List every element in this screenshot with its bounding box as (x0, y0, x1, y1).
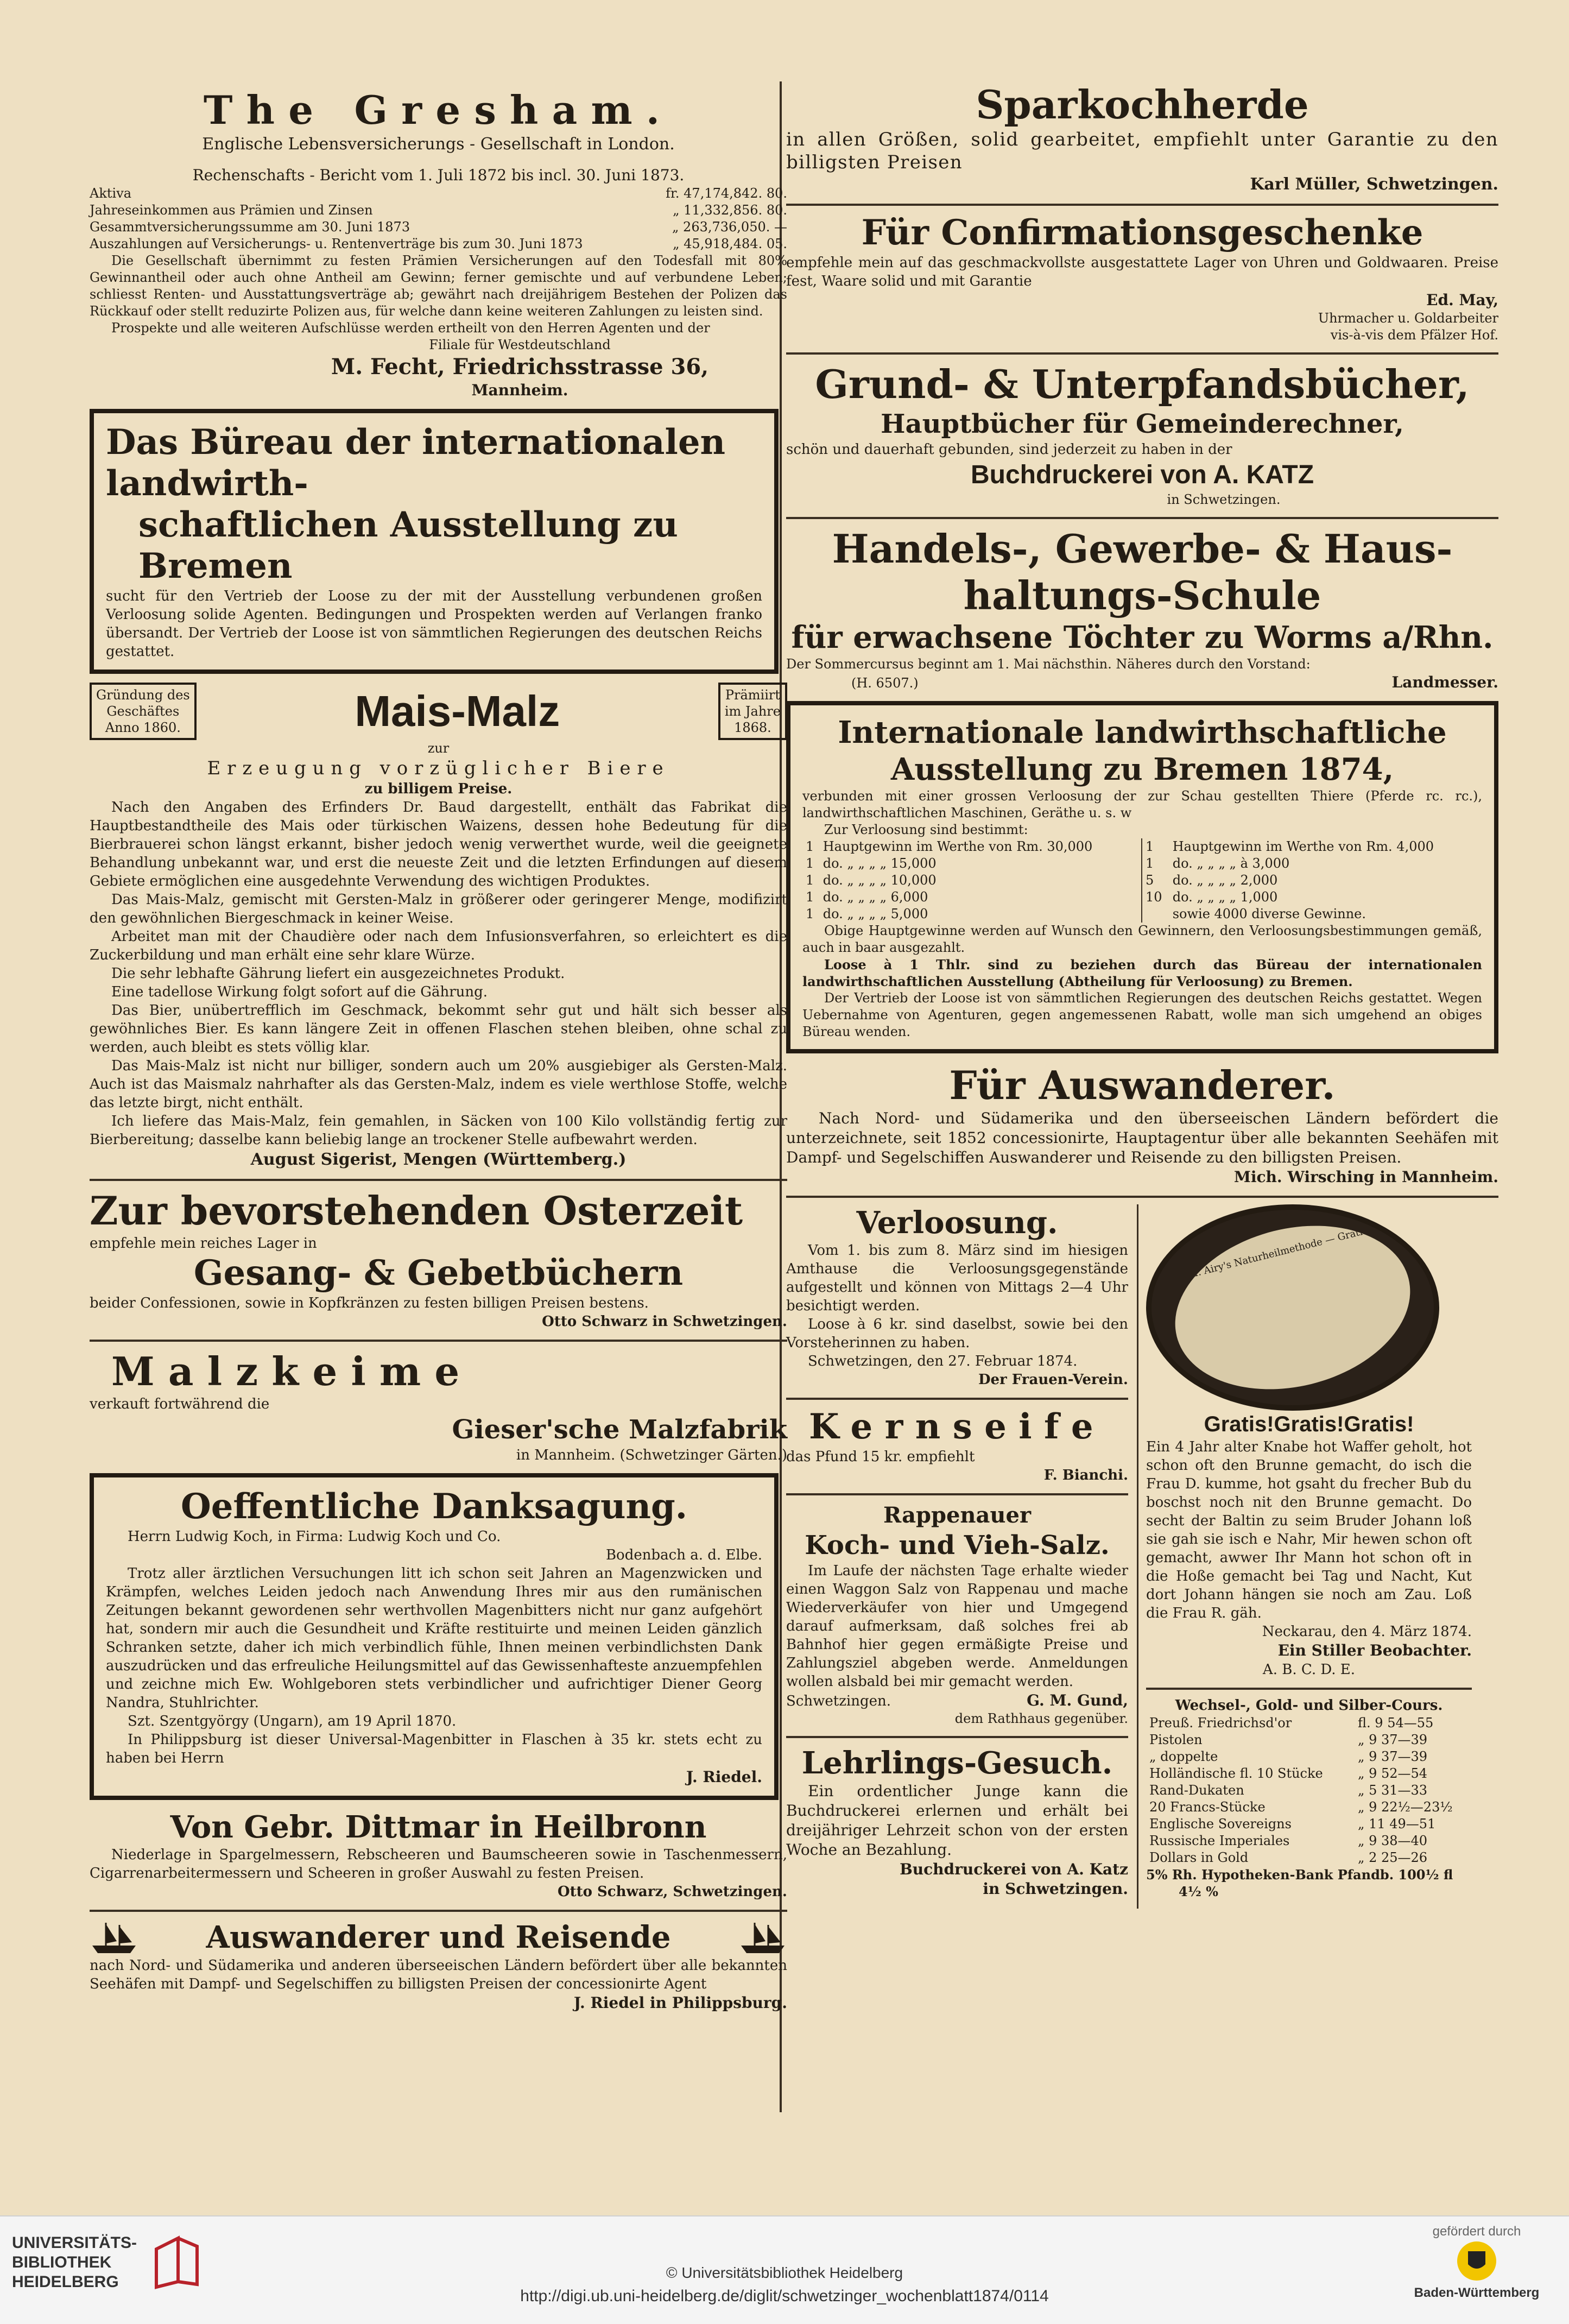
bureau-title-2: schaftlichen Ausstellung zu Bremen (138, 504, 678, 586)
library-footer (0, 2215, 1569, 2324)
prize-row (802, 872, 1142, 889)
figure-label: Aktiva (90, 186, 132, 201)
salz-title-1: Rappenauer (883, 1502, 1032, 1528)
prize-row (1142, 838, 1482, 855)
exchange-row (1146, 1816, 1472, 1833)
ad-danksagung (90, 1473, 779, 1800)
osterzeit-title: Zur bevorstehenden Osterzeit (90, 1188, 743, 1234)
grund-title: Grund- & Unterpfandsbücher, (815, 361, 1470, 407)
auswanderer-title: Für Auswanderer. (949, 1062, 1336, 1108)
mais-signature: August Sigerist, Mengen (Württemberg.) (250, 1150, 627, 1169)
dank-body: Trotz aller ärztlichen Versuchungen litt ich schon seit Jahren an Magenzwicken und Krämpfen, welches Leiden jedoch nach Anwendung Ihres mir aus den rumänischen Zeitungen bekannt gewordenen sehr werthvollen Magenbitters nicht nur ganz aufgehört hat, sondern mir auch die Gesundheit und Kräfte restituirte und meinen Leiden gänzlich Schranken setzte, daher ich mich verbindlich fühle, Ihnen meinen verbindlichsten Dank auszudrücken und das erfreuliche Heilungsmittel auf das Gewissenhafteste anzuempfehlen und zeichne mich Ew. Wohlgeboren stets verbindlicher und aufrichtiger Diener Georg Nandra, Stuhlrichter. (106, 1565, 762, 1711)
figure-label: Gesammtversicherungssumme am 30. Juni 1873 (90, 219, 410, 235)
auswanderer2-title: Auswanderer und Reisende (206, 1919, 671, 1955)
confirm-signature: Ed. May, (1426, 291, 1498, 309)
exchange-rate-table (1146, 1715, 1472, 1866)
cell-text: Hauptgewinn im Werthe von Rm. 4,000 (1172, 839, 1434, 854)
ad-grundbuecher (786, 361, 1498, 508)
gresham-filiale: Filiale für Westdeutschland (429, 337, 611, 352)
cell-count: Dollars in Gold (1149, 1850, 1249, 1865)
malzkeime-title: Malzkeime (111, 1348, 473, 1394)
cell-count: Englische Sovereigns (1149, 1816, 1292, 1832)
cell-text: fl. 9 54—55 (1358, 1715, 1434, 1731)
ad-salz (786, 1502, 1128, 1727)
library-name-line: BIBLIOTHEK (12, 2253, 112, 2271)
mais-p2: Das Mais-Malz, gemischt mit Gersten-Malz in größerer oder geringerer Menge, modifizirt den gewöhnlichen Biergeschmack in keiner Weise. (90, 892, 787, 926)
library-name-line: UNIVERSITÄTS- (12, 2234, 137, 2252)
coat-of-arms-icon (1455, 2239, 1498, 2283)
handels-sub: für erwachsene Töchter zu Worms a/Rhn. (791, 620, 1494, 655)
auswanderer2-body: nach Nord- und Südamerika und anderen überseeischen Ländern befördert über alle bekannten Seehäfen mit Dampf- und Segelschiffen zu billigsten Preisen der concessionirte Agent (90, 1957, 787, 1992)
handels-body: Der Sommercursus beginnt am 1. Mai nächsthin. Näheres durch den Vorstand: (786, 656, 1311, 672)
library-name-line: HEIDELBERG (12, 2273, 119, 2291)
auswanderer2-signature: J. Riedel in Philippsburg. (573, 1994, 787, 2012)
lehrling-body: Ein ordentlicher Junge kann die Buchdruckerei erlernen und erhält bei dreijähriger Lehrzeit schon von der ersten Woche an Bezahlung. (786, 1782, 1128, 1859)
exchange-row (1146, 1765, 1472, 1782)
ad-auswanderer-reisende (90, 1918, 787, 2013)
dank-title: Oeffentliche Danksagung. (180, 1486, 688, 1527)
handels-code: (H. 6507.) (851, 675, 919, 691)
gresham-agent: M. Fecht, Friedrichsstrasse 36, (331, 354, 709, 380)
stamp-line: Anno 1860. (105, 720, 181, 735)
lehrling-title: Lehrlings-Gesuch. (801, 1745, 1113, 1781)
mais-p8: Ich liefere das Mais-Malz, fein gemahlen, in Säcken von 100 Kilo vollständig fertig zur Bierbereitung; dasselbe kann beliebig lange an trockener Stelle aufbewahrt werden. (90, 1113, 787, 1148)
grund-sub: Hauptbücher für Gemeinderechner, (881, 409, 1404, 439)
gratis-signature: Ein Stiller Beobachter. (1277, 1641, 1472, 1659)
gresham-body: Die Gesellschaft übernimmt zu festen Prämien Versicherungen auf den Todesfall mit 80% Gewinnantheil oder auch ohne Antheil am Gewinn; ferner gemischte und auf verbundene Leben; schliesst Renten- und Ausstattungsverträge ab; gewährt nach dreijährigem Bestehen der Polizen das Rückkauf oder stellt reduzirte Polizen aus, für welche dann keine weiteren Zahlungen zu leisten sind. (90, 253, 787, 319)
kernseife-signature: F. Bianchi. (1043, 1467, 1128, 1483)
ad-gresham (90, 76, 787, 400)
figure-label: Auszahlungen auf Versicherungs- u. Rentenverträge bis zum 30. Juni 1873 (90, 236, 583, 251)
cell-count: Holländische fl. 10 Stücke (1149, 1766, 1323, 1781)
figure-value: „ 45,918,484. 05. (673, 236, 787, 251)
gratis-date: Neckarau, den 4. März 1874. (1262, 1624, 1472, 1640)
cell-count: Pistolen (1149, 1732, 1203, 1747)
mais-p6: Das Bier, unübertrefflich im Geschmack, bekommt sehr gut und hält sich besser als gewöhnliches Bier. Es kann längere Zeit in offenen Flaschen stehen bleiben, ohne schal zu werden, auch bleibt es stets völlig klar. (90, 1002, 787, 1056)
stamp-line: Geschäftes (106, 704, 180, 719)
cell-count: 1 (806, 889, 814, 905)
malzkeime-body: verkauft fortwährend die (90, 1396, 270, 1412)
verloosung-date: Schwetzingen, den 27. Februar 1874. (808, 1353, 1078, 1369)
ad-malzkeime (90, 1348, 787, 1464)
verloosung-signature: Der Frauen-Verein. (978, 1372, 1128, 1388)
cell-text: „ 9 37—39 (1358, 1749, 1428, 1764)
ub-logo-icon (145, 2233, 205, 2293)
salz-place: Schwetzingen. (786, 1693, 891, 1709)
funded-by-text: gefördert durch (1432, 2224, 1521, 2239)
salz-body: Im Laufe der nächsten Tage erhalte wieder einen Waggon Salz von Rappenau und mache Wiederverkäufer von hier und Umgegend darauf aufmerksam, daß solches frei ab Bahnhof hier gegen ermäßigte Preise und Zahlungsziel abgeben werde. Anmeldungen wollen alsbald bei mir gemacht werden. (786, 1563, 1128, 1690)
left-column (90, 76, 787, 2022)
cell-count (1142, 906, 1169, 923)
osterzeit-lead: empfehle mein reiches Lager in (90, 1235, 317, 1252)
ad-mais-malz (90, 683, 787, 1170)
confirm-body: empfehle mein auf das geschmackvollste ausgestattete Lager von Uhren und Goldwaaren. Preise fest, Waare solid und mit Garantie (786, 255, 1498, 289)
exchange-row (1146, 1748, 1472, 1765)
cell-text: sowie 4000 diverse Gewinne. (1172, 906, 1366, 921)
founding-stamp (90, 683, 197, 740)
mais-zur: zur (427, 741, 450, 756)
bremen-p1: Obige Hauptgewinne werden auf Wunsch den Gewinnern, den Verloosungsbestimmungen gemäß, auch in baar ausgezahlt. (802, 923, 1482, 955)
bremen-title-2: Ausstellung zu Bremen 1874, (890, 751, 1394, 787)
kernseife-body: das Pfund 15 kr. empfiehlt (786, 1449, 975, 1465)
cell-count: Rand-Dukaten (1149, 1783, 1244, 1798)
figure-value: „ 11,332,856. 80. (673, 203, 787, 218)
auswanderer-body: Nach Nord- und Südamerika und den überseeischen Ländern befördert die unterzeichnete, seit 1852 concessionirte, Hauptagentur über alle bekannten Seehäfen mit Dampf- und Segelschiffen Auswanderer und Reisende zu den billigsten Preisen. (786, 1109, 1498, 1166)
mais-p7: Das Mais-Malz ist nicht nur billiger, sondern auch um 20% ausgiebiger als Gersten-Malz. Auch ist das Maismalz nahrhafter als das Gersten-Malz, indem es viele werthlose Stoffe, welche das letzte birgt, nicht enthält. (90, 1058, 787, 1111)
sparkoch-body: in allen Größen, solid gearbeitet, empfiehlt unter Garantie zu den billigsten Preisen (786, 129, 1498, 173)
cell-text: do. „ „ „ „ 6,000 (823, 889, 928, 905)
figure-label: Jahreseinkommen aus Prämien und Zinsen (90, 203, 373, 218)
library-name (12, 2233, 137, 2292)
right-bottom-right (1137, 1204, 1472, 1909)
auswanderer-signature: Mich. Wirsching in Mannheim. (1233, 1168, 1498, 1186)
prize-row (1142, 855, 1482, 872)
ad-lehrling (786, 1745, 1128, 1899)
figure-value: fr. 47,174,842. 80. (666, 186, 787, 201)
ad-handelsschule (786, 526, 1498, 692)
osterzeit-signature: Otto Schwarz in Schwetzingen. (542, 1313, 787, 1330)
handels-title-1: Handels-, Gewerbe- & Haus- (832, 526, 1453, 572)
dank-place: Bodenbach a. d. Elbe. (605, 1547, 762, 1563)
mais-sub: Erzeugung vorzüglicher Biere (207, 757, 670, 779)
gratis-letter: Ein 4 Jahr alter Knabe hot Waffer geholt, hot schon oft den Brunne gemacht, do isch die Frau D. kumme, hot gsaht du frecher Bub du boschst noch nit den Brunne gemacht. Do secht der Baltin zu seim Bruder Johann loß sie gah sie isch e Nahr, Mir hewen schon oft gemacht, awwer Ihr Mann hot schon oft in die Hoße gemacht bei Tag und Nacht, Kut dort Johann hängen sie noch am Zau. Loß die Frau R. gäh. (1146, 1439, 1472, 1621)
cell-count: 1 (1146, 856, 1154, 871)
exchange-row (1146, 1849, 1472, 1866)
cell-text: „ 9 52—54 (1358, 1766, 1428, 1781)
divider (786, 1493, 1128, 1495)
gresham-figure-row (90, 185, 787, 202)
cell-count: 1 (806, 856, 814, 871)
gresham-figure-row (90, 219, 787, 236)
handels-signature: Landmesser. (1391, 673, 1498, 691)
permalink-url[interactable]: http://digi.ub.uni-heidelberg.de/diglit/schwetzinger_wochenblatt1874/0114 (520, 2287, 1049, 2305)
confirm-title: Für Confirmationsgeschenke (861, 212, 1424, 253)
ub-logo (12, 2233, 205, 2293)
cell-count: 1 (806, 839, 814, 854)
cell-text: „ 2 25—26 (1358, 1850, 1428, 1865)
dittmar-signature: Otto Schwarz, Schwetzingen. (557, 1884, 787, 1900)
prize-row (1142, 889, 1482, 906)
mais-p1: Nach den Angaben des Erfinders Dr. Baud dargestellt, enthält das Fabrikat die Hauptbestandtheile des Mais oder türkischen Waizens, dessen hohe Bedeutung für die Bierbrauerei schon längst erkannt, bisher jedoch wenig verwerthet wurde, weil die geeignete Behandlung unbekannt war, und erst die neueste Zeit und die letzten Erfindungen auf diesem Gebiete ermöglichen eine ausgedehnte Verwendung des wichtigen Produktes. (90, 799, 787, 889)
cell-text: „ 9 37—39 (1358, 1732, 1428, 1747)
sparkoch-title: Sparkochherde (976, 81, 1309, 128)
ad-osterzeit (90, 1188, 787, 1331)
cell-text: do. „ „ „ „ 10,000 (823, 873, 937, 888)
handels-title-2: haltungs-Schule (963, 572, 1321, 618)
divider (786, 352, 1498, 355)
figure-value: „ 263,736,050. — (672, 219, 787, 235)
mais-p3: Arbeitet man mit der Chaudière oder nach dem Infusionsverfahren, so erleichtert es die Zuckerbildung und man erhält eine sehr klare Würze. (90, 929, 787, 963)
grund-city: in Schwetzingen. (1167, 492, 1281, 507)
salz-title-2: Koch- und Vieh-Salz. (805, 1530, 1110, 1561)
ad-verloosung (786, 1204, 1128, 1389)
bremen-intro: Zur Verloosung sind bestimmt: (824, 822, 1028, 837)
stamp-line: Prämiirt (725, 687, 780, 703)
right-column (786, 76, 1498, 1909)
gresham-subtitle: Englische Lebensversicherungs - Gesellschaft in London. (202, 135, 675, 154)
cell-text: do. „ „ „ „ 5,000 (823, 906, 928, 921)
cell-text: „ 5 31—33 (1358, 1783, 1428, 1798)
cell-count: 1 (1146, 839, 1154, 854)
bremen-p2: Loose à 1 Thlr. sind zu beziehen durch das Büreau der internationalen landwirthschaftlichen Ausstellung (Abtheilung für Verloosung) zu Bremen. (802, 957, 1482, 989)
divider (90, 1910, 787, 1912)
divider (786, 1736, 1128, 1738)
prize-table-right (1142, 838, 1482, 923)
grund-firm: Buchdruckerei von A. KATZ (970, 460, 1314, 489)
gresham-prospekte: Prospekte und alle weiteren Aufschlüsse werden ertheilt von den Herren Agenten und der (111, 320, 710, 336)
prize-table-left (802, 838, 1142, 923)
dank-to: Herrn Ludwig Koch, in Firma: Ludwig Koch und Co. (128, 1529, 501, 1545)
verloosung-body: Vom 1. bis zum 8. März sind im hiesigen Amthause die Verloosungsgegenstände aufgestellt und können von Mittags 2—4 Uhr besichtigt werden. (786, 1242, 1128, 1314)
exchange-row (1146, 1833, 1472, 1849)
dank-sale: In Philippsburg ist dieser Universal-Magenbitter in Flaschen à 35 kr. stets echt zu haben bei Herrn (106, 1732, 762, 1766)
ad-dittmar (90, 1809, 787, 1901)
bureau-title-1: Das Büreau der internationalen landwirth- (106, 422, 726, 504)
divider (786, 517, 1498, 519)
right-bottom-left (786, 1204, 1128, 1909)
sparkoch-signature: Karl Müller, Schwetzingen. (1250, 175, 1498, 194)
bremen-title-1: Internationale landwirthschaftliche (838, 715, 1447, 750)
prize-row (802, 838, 1142, 855)
dittmar-body: Niederlage in Spargelmessern, Rebscheeren und Baumscheeren sowie in Taschenmessern, Cigarrenarbeitermessern und Scheeren in großer Auswahl zu festen Preisen. (90, 1847, 787, 1881)
prize-row (802, 855, 1142, 872)
prize-row (802, 889, 1142, 906)
prize-row (1142, 872, 1482, 889)
mais-sub2: zu billigem Preise. (364, 781, 513, 797)
cell-text: do. „ „ „ „ à 3,000 (1172, 856, 1290, 871)
stamp-line: Gründung des (96, 687, 190, 703)
dank-seller: J. Riedel. (686, 1768, 762, 1786)
cell-text: do. „ „ „ „ 15,000 (823, 856, 937, 871)
kurs-footer: 5% Rh. Hypotheken-Bank Pfandb. 100½ fl (1146, 1867, 1453, 1883)
malzkeime-city: in Mannheim. (Schwetzinger Gärten.) (516, 1447, 787, 1463)
kurs-title: Wechsel-, Gold- und Silber-Cours. (1175, 1697, 1443, 1714)
dittmar-title: Von Gebr. Dittmar in Heilbronn (170, 1809, 707, 1845)
verloosung-title: Verloosung. (856, 1205, 1058, 1241)
lehrling-signature: Buchdruckerei von A. Katz (900, 1860, 1128, 1878)
prize-row (802, 906, 1142, 923)
cell-count: 5 (1146, 873, 1154, 888)
ad-kurs (1146, 1696, 1472, 1900)
divider (786, 1398, 1128, 1400)
divider (786, 1196, 1498, 1198)
prize-row (1142, 906, 1482, 923)
copyright-text: © Universitätsbibliothek Heidelberg (666, 2264, 903, 2281)
ship-icon (738, 1918, 787, 1956)
ad-bureau-bremen (90, 409, 779, 674)
verloosung-loose: Loose à 6 kr. sind daselbst, sowie bei den Vorsteherinnen zu haben. (786, 1316, 1128, 1351)
grund-body: schön und dauerhaft gebunden, sind jederzeit zu haben in der (786, 441, 1232, 458)
stamp-line: im Jahre (724, 704, 781, 719)
cell-count: 1 (806, 873, 814, 888)
confirm-role: Uhrmacher u. Goldarbeiter (1318, 311, 1498, 326)
divider (1146, 1688, 1472, 1690)
award-stamp (718, 683, 787, 740)
osterzeit-body: beider Confessionen, sowie in Kopfkränzen zu festen billigen Preisen bestens. (90, 1295, 649, 1311)
ad-sparkochherde (786, 76, 1498, 195)
oval-text: Dr. Airy's Naturheilmethode — Gratis! (1157, 1202, 1427, 1413)
cell-count: 10 (1146, 889, 1162, 905)
mais-malz-title: Mais-Malz (355, 687, 560, 735)
divider (786, 204, 1498, 206)
exchange-row (1146, 1782, 1472, 1799)
salz-addr: dem Rathhaus gegenüber. (954, 1711, 1128, 1726)
gratis-abc: A. B. C. D. E. (1262, 1662, 1356, 1678)
dank-date: Szt. Szentgyörgy (Ungarn), am 19 April 1870. (128, 1713, 457, 1729)
cell-count: 20 Francs-Stücke (1149, 1799, 1266, 1815)
gresham-figure-row (90, 236, 787, 252)
gresham-report: Rechenschafts - Bericht vom 1. Juli 1872 bis incl. 30. Juni 1873. (192, 166, 685, 184)
divider (90, 1340, 787, 1342)
cell-count: Preuß. Friedrichsd'or (1149, 1715, 1292, 1731)
confirm-place: vis-à-vis dem Pfälzer Hof. (1330, 327, 1498, 343)
ad-bremen-1874 (786, 701, 1498, 1053)
cell-text: do. „ „ „ „ 1,000 (1172, 889, 1278, 905)
mais-p5: Eine tadellose Wirkung folgt sofort auf die Gährung. (111, 984, 488, 1000)
divider (90, 1179, 787, 1181)
ad-kernseife (786, 1406, 1128, 1485)
bremen-p3: Der Vertrieb der Loose ist von sämmtlichen Regierungen des deutschen Reichs gestattet. Wegen Uebernahme von Agenturen, gegen angemessenen Rabatt, wolle man sich umgehend an obiges Büreau wenden. (802, 990, 1482, 1039)
ad-confirmation (786, 212, 1498, 344)
cell-text: „ 9 22½—23½ (1358, 1799, 1453, 1815)
gresham-figures (90, 185, 787, 252)
cell-text: Hauptgewinn im Werthe von Rm. 30,000 (823, 839, 1093, 854)
salz-signature: G. M. Gund, (1027, 1691, 1128, 1709)
mais-p4: Die sehr lebhafte Gährung liefert ein ausgezeichnetes Produkt. (111, 965, 565, 982)
cell-count: 1 (806, 906, 814, 921)
cell-text: „ 11 49—51 (1358, 1816, 1436, 1832)
bremen-prize-list (802, 838, 1482, 923)
right-bottom-split (786, 1204, 1498, 1909)
gresham-figure-row (90, 202, 787, 219)
funding-logo (1406, 2224, 1547, 2301)
exchange-row (1146, 1715, 1472, 1732)
bremen-lead: verbunden mit einer grossen Verloosung der zur Schau gestellten Thiere (Pferde rc. rc.), landwirthschaftlichen Maschinen, Geräthe u. s. w (802, 788, 1482, 820)
exchange-row (1146, 1799, 1472, 1816)
cell-count: Russische Imperiales (1149, 1833, 1290, 1848)
malzkeime-firm: Gieser'sche Malzfabrik (452, 1414, 787, 1445)
stamp-line: 1868. (734, 720, 771, 735)
exchange-row (1146, 1732, 1472, 1748)
cell-text: do. „ „ „ „ 2,000 (1172, 873, 1278, 888)
ad-gratis (1146, 1204, 1472, 1679)
ad-fuer-auswanderer (786, 1062, 1498, 1187)
lehrling-city: in Schwetzingen. (983, 1880, 1128, 1898)
gratis-banner: Gratis!Gratis!Gratis! (1204, 1412, 1414, 1436)
kernseife-title: Kernseife (808, 1406, 1106, 1447)
gresham-title: The Gresham. (203, 87, 674, 133)
state-name: Baden-Württemberg (1414, 2285, 1540, 2300)
ship-icon (90, 1918, 138, 1956)
osterzeit-product: Gesang- & Gebetbüchern (193, 1253, 684, 1293)
cell-text: „ 9 38—40 (1358, 1833, 1428, 1848)
bureau-body: sucht für den Vertrieb der Loose zu der mit der Ausstellung verbundenen großen Verloosung solide Agenten. Bedingungen und Prospekten werden auf Verlangen franko übersandt. Der Vertrieb der Loose ist von sämmtlichen Regierungen des deutschen Reichs gestattet. (106, 588, 762, 660)
gresham-city: Mannheim. (471, 381, 568, 399)
oval-advertisement (1146, 1204, 1439, 1411)
cell-count: „ doppelte (1149, 1749, 1218, 1764)
kurs-footer2: 4½ % (1179, 1884, 1218, 1899)
